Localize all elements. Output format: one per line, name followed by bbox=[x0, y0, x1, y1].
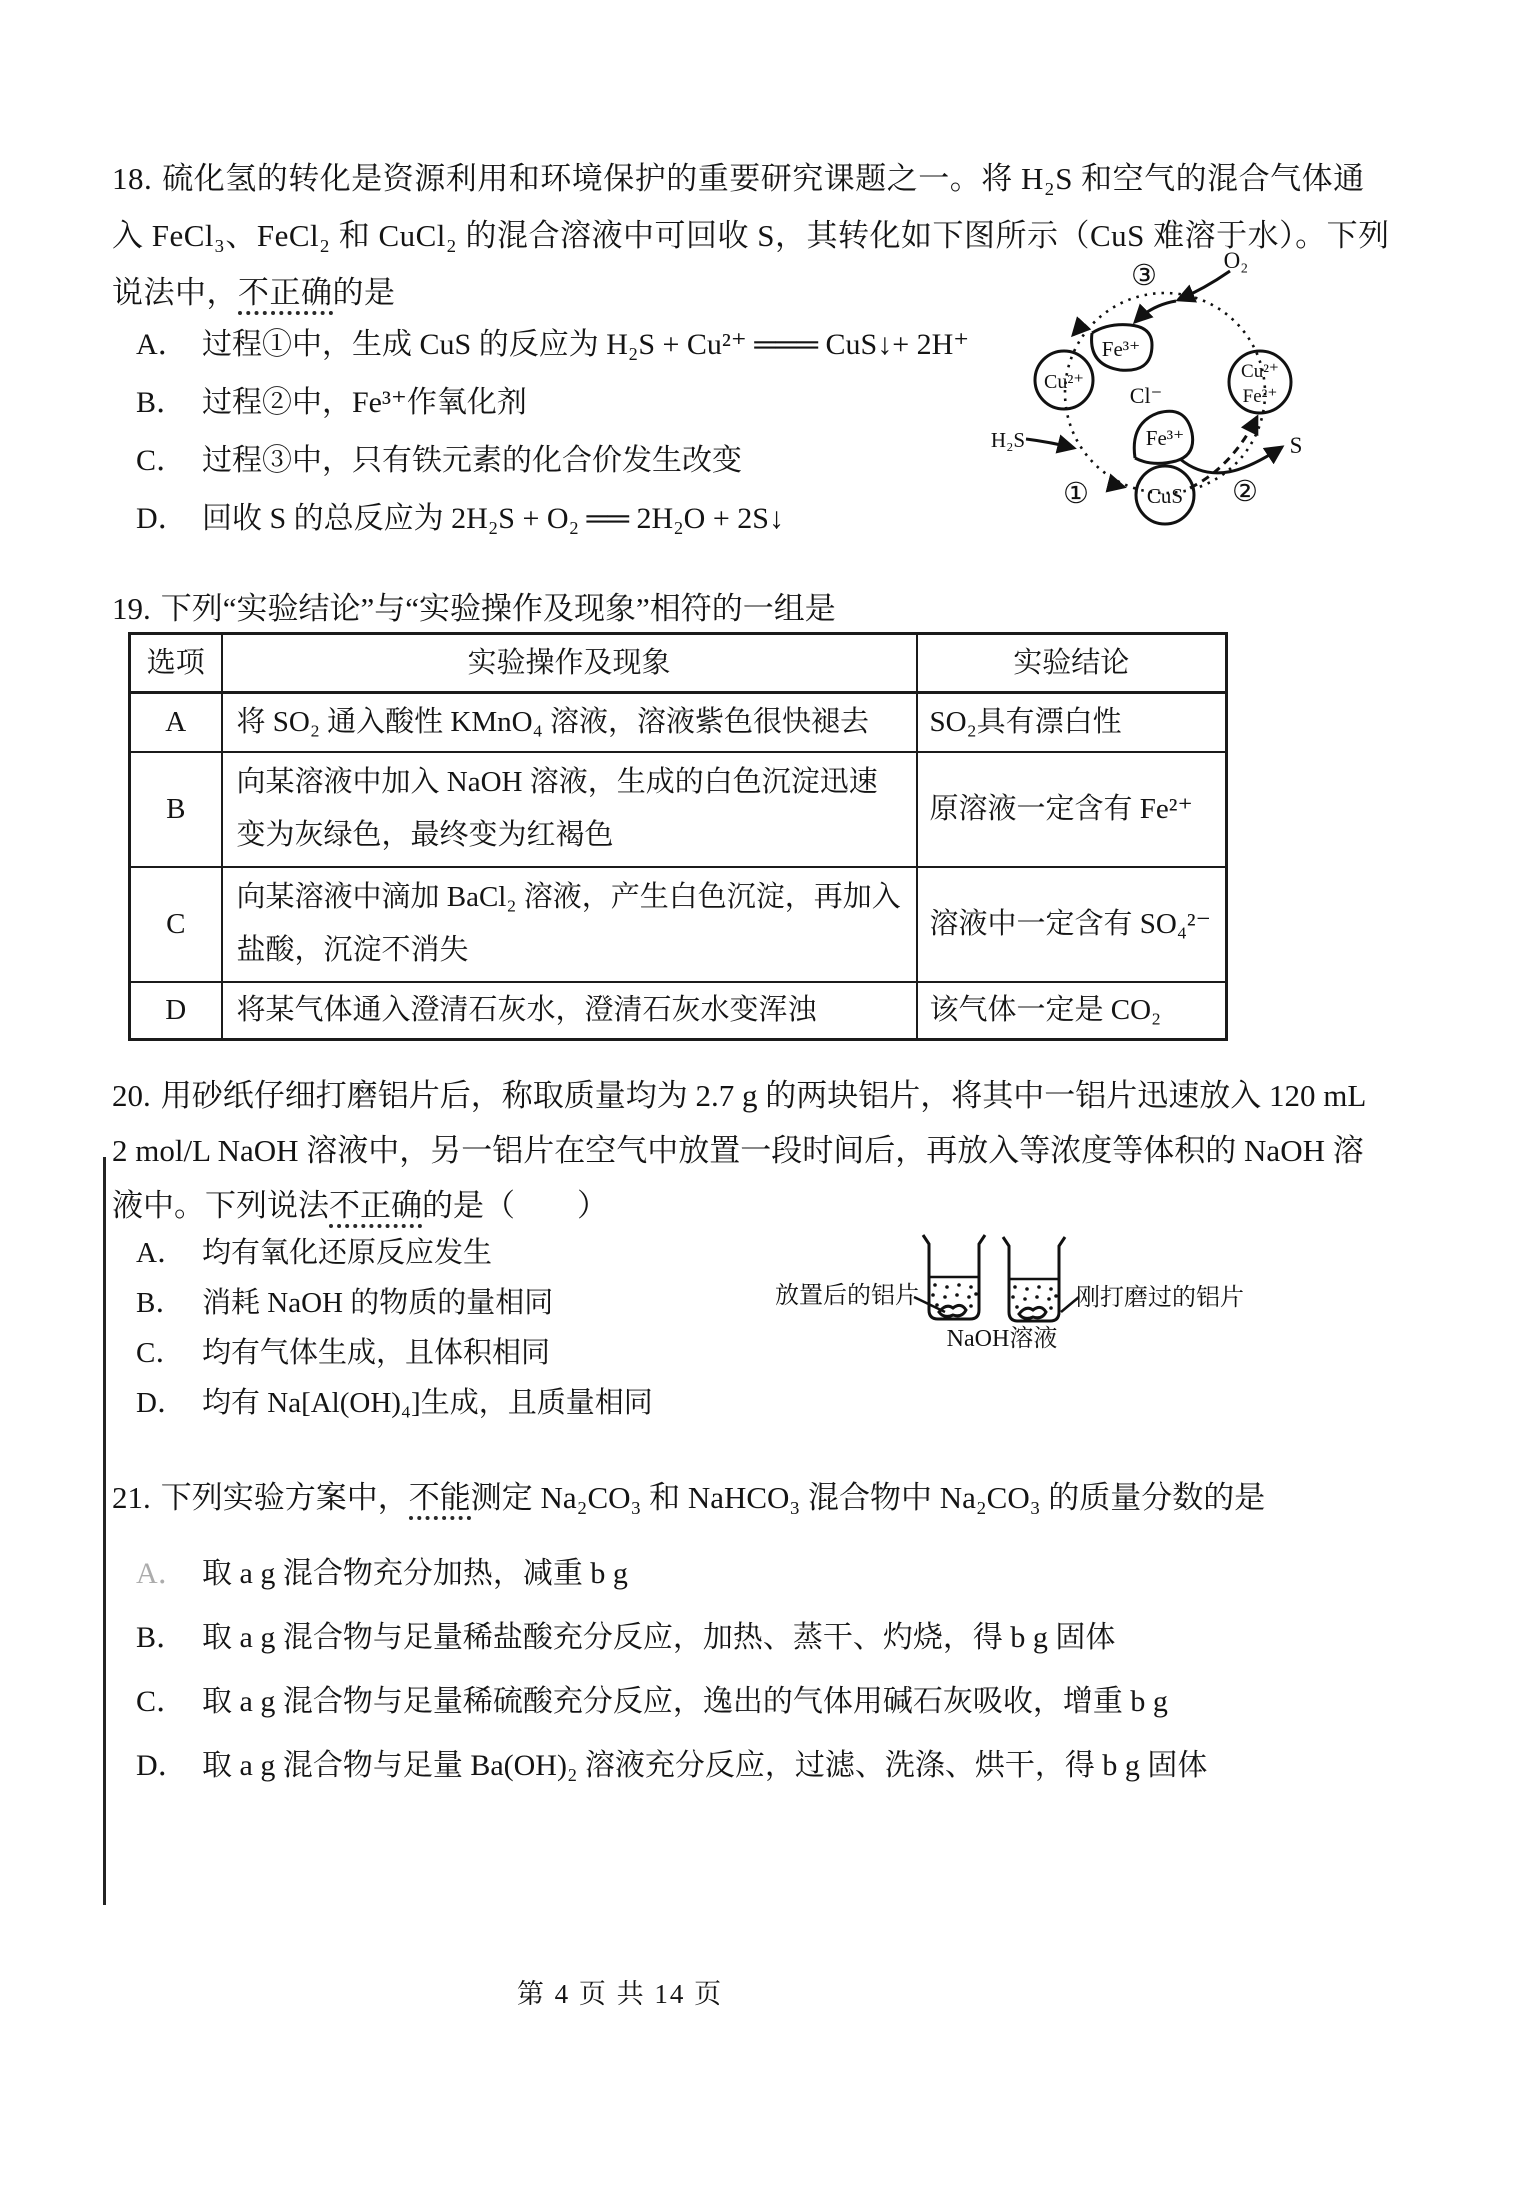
header-operation: 实验操作及现象 bbox=[222, 634, 917, 693]
cu2-left-label: Cu²⁺ bbox=[1044, 371, 1084, 393]
header-option: 选项 bbox=[130, 634, 222, 693]
h2s-arrow bbox=[1026, 439, 1074, 448]
q21-option-a: A． 取 a g 混合物充分加热，减重 b g bbox=[136, 1557, 628, 1590]
fe2-right-label: Fe²⁺ bbox=[1242, 386, 1278, 407]
cus-label: CuS bbox=[1146, 484, 1184, 508]
question-20-options bbox=[136, 1228, 653, 1428]
step2-label: ② bbox=[1232, 476, 1258, 508]
q18-stem-line3: 说法中，不正确的是 bbox=[112, 264, 1452, 321]
left-aluminum-label: 放置后的铝片 bbox=[775, 1283, 919, 1309]
q20-stem-line1: 20. 用砂纸仔细打磨铝片后，称取质量均为 2.7 g 的两块铝片，将其中一铝片迅速放入 120 mL bbox=[112, 1078, 1367, 1113]
q18-number: 18. bbox=[112, 161, 153, 196]
table-header-row bbox=[130, 634, 1227, 693]
o2-to-fe3-arrow bbox=[1135, 301, 1176, 322]
naoh-solution-label: NaOH溶液 bbox=[946, 1326, 1058, 1352]
question-21-options bbox=[136, 1542, 1207, 1798]
cycle-arrow-bottom bbox=[1108, 483, 1124, 487]
q18-option-d: D． 回收 S 的总反应为 2H₂S + O₂ ══ 2H₂O + 2S↓ bbox=[136, 502, 784, 535]
page-footer: 第 4 页 共 14 页 bbox=[516, 1979, 724, 2009]
scan-margin-line bbox=[103, 1157, 106, 1905]
cu2-right-label: Cu²⁺ bbox=[1241, 361, 1279, 382]
table-row: A 将 SO₂ 通入酸性 KMnO₄ 溶液，溶液紫色很快褪去 SO₂具有漂白性 bbox=[130, 693, 1227, 752]
q20-number: 20. bbox=[112, 1078, 151, 1113]
s-label: S bbox=[1289, 433, 1303, 458]
header-conclusion: 实验结论 bbox=[917, 634, 1227, 693]
q18-stem-line2: 入 FeCl₃、FeCl₂ 和 CuCl₂ 的混合溶液中可回收 S，其转化如下图所示（CuS 难溶于水）。下列 bbox=[112, 218, 1390, 253]
q21-option-d: D． 取 a g 混合物与足量 Ba(OH)₂ 溶液充分反应，过滤、洗涤、烘干，得 b g 固体 bbox=[136, 1749, 1208, 1782]
question-20-stem bbox=[112, 1068, 1462, 1233]
q18-option-a: A． 过程①中，生成 CuS 的反应为 H₂S + Cu²⁺ ═══ CuS↓+ 2H⁺ bbox=[136, 328, 970, 361]
experiment-table bbox=[128, 632, 1228, 1041]
aluminum-piece-right bbox=[1019, 1307, 1046, 1318]
q20-stem-line3: 液中。下列说法不正确的是（ ） bbox=[112, 1178, 1462, 1233]
beakers-figure bbox=[775, 1218, 1315, 1363]
step3-label: ③ bbox=[1131, 260, 1157, 292]
step1-label: ① bbox=[1063, 478, 1089, 510]
q21-number: 21. bbox=[112, 1480, 151, 1515]
question-18-options bbox=[136, 316, 969, 548]
q21-option-b: B． 取 a g 混合物与足量稀盐酸充分反应，加热、蒸干、灼烧，得 b g 固体 bbox=[136, 1621, 1116, 1654]
liquid-dots-right bbox=[1011, 1285, 1058, 1310]
q20-option-d: D． 均有 Na[Al(OH)₄]生成，且质量相同 bbox=[136, 1387, 653, 1419]
sulfur-cycle-diagram bbox=[980, 243, 1330, 543]
q21-option-c: C． 取 a g 混合物与足量稀硫酸充分反应，逸出的气体用碱石灰吸收，增重 b g bbox=[136, 1685, 1168, 1718]
fe3-top-label: Fe³⁺ bbox=[1101, 337, 1141, 361]
cl-label: Cl⁻ bbox=[1129, 383, 1163, 408]
fe3-center-label: Fe³⁺ bbox=[1145, 426, 1185, 450]
cycle-arrow-left bbox=[1073, 323, 1084, 335]
o2-arrow bbox=[1178, 271, 1230, 300]
q20-option-b: B． 消耗 NaOH 的物质的量相同 bbox=[136, 1287, 554, 1319]
emphasis-cannot: 不能 bbox=[409, 1480, 471, 1520]
q19-number: 19. bbox=[112, 591, 151, 626]
question-21-title: 21. 下列实验方案中，不能测定 Na₂CO₃ 和 NaHCO₃ 混合物中 Na₂CO₃ 的质量分数的是 bbox=[112, 1472, 1265, 1517]
emphasis-incorrect: 不正确 bbox=[238, 275, 333, 315]
right-aluminum-label: 刚打磨过的铝片 bbox=[1076, 1285, 1244, 1311]
q18-option-b: B． 过程②中，Fe³⁺作氧化剂 bbox=[136, 386, 527, 419]
table-row: D 将某气体通入澄清石灰水，澄清石灰水变浑浊 该气体一定是 CO₂ bbox=[130, 982, 1227, 1040]
q18-option-c: C． 过程③中，只有铁元素的化合价发生改变 bbox=[136, 444, 742, 477]
o2-label: O₂ bbox=[1223, 248, 1249, 273]
q20-stem-line2: 2 mol/L NaOH 溶液中，另一铝片在空气中放置一段时间后，再放入等浓度等体积的 NaOH 溶 bbox=[112, 1133, 1364, 1168]
question-19-title: 19. 下列“实验结论”与“实验操作及现象”相符的一组是 bbox=[112, 591, 836, 626]
q18-stem-line1: 18. 硫化氢的转化是资源利用和环境保护的重要研究课题之一。将 H₂S 和空气的混合气体通 bbox=[112, 161, 1365, 196]
emphasis-incorrect: 不正确 bbox=[329, 1188, 422, 1228]
q20-option-a: A． 均有氧化还原反应发生 bbox=[136, 1237, 493, 1269]
table-row: C 向某溶液中滴加 BaCl₂ 溶液，产生白色沉淀，再加入盐酸，沉淀不消失 溶液中一定含有 SO₄²⁻ bbox=[130, 867, 1227, 982]
table-row: B 向某溶液中加入 NaOH 溶液，生成的白色沉淀迅速变为灰绿色，最终变为红褐色 原溶液一定含有 Fe²⁺ bbox=[130, 752, 1227, 867]
liquid-dots-left bbox=[931, 1283, 978, 1308]
h2s-label: H₂S bbox=[990, 428, 1026, 452]
q20-option-c: C． 均有气体生成，且体积相同 bbox=[136, 1337, 551, 1369]
